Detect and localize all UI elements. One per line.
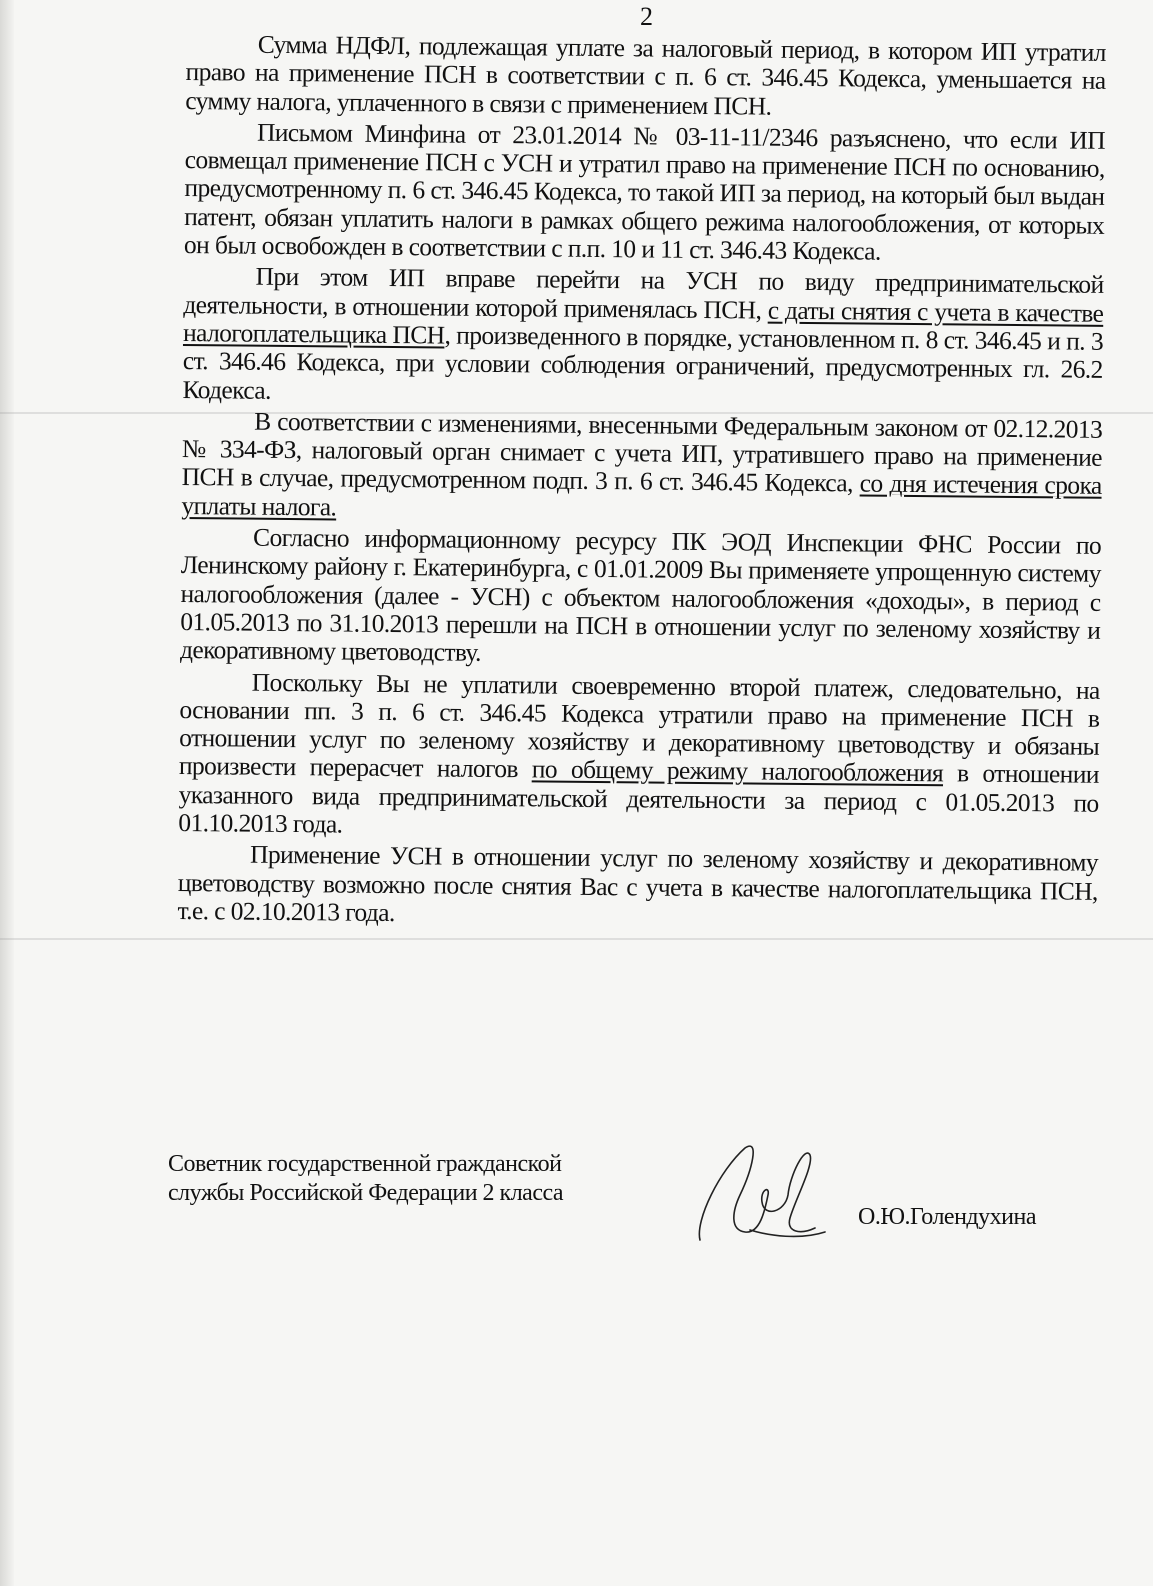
underlined-phrase: с даты снятия с учета в качестве налогоплательщика ПСН bbox=[182, 295, 1104, 350]
paragraph bbox=[182, 262, 1103, 412]
text-run: Применение УСН в отношении услуг по зеленому хозяйству и декоративному цветоводству возможно после снятия Вас с учета в качестве налогоплательщика ПСН, т.е. с 02.10.2013 года. bbox=[177, 839, 1099, 927]
underlined-phrase: по общему режиму налогообложения bbox=[531, 754, 944, 788]
text-run: В соответствии с изменениями, внесенными Федеральным законом от 02.12.2013 № 334-ФЗ, налоговый орган снимает с учета ИП, утратившего право на применение ПСН в случае, предусмотренном подп. 3 п. 6 ст. 346.45 Кодекса, bbox=[181, 406, 1103, 498]
paragraph bbox=[185, 30, 1106, 124]
text-run: Поскольку Вы не уплатили своевременно второй платеж, следовательно, на основании пп. 3 п. 6 ст. 346.45 Кодекса утратили право на применение ПСН в отношении услуг по зеленому хозяйству и декоративному цветоводству и обязаны произвести перерасчет налогов bbox=[178, 667, 1100, 784]
text-run: в отношении указанного вида предпринимательской деятельности за период с 01.05.2013 по 01.10.2013 года. bbox=[178, 758, 1100, 839]
text-run: , произведенного в порядке, установленном п. 8 ст. 346.45 и п. 3 ст. 346.46 Кодекса, при условии соблюдения ограничений, предусмотренных гл. 26.2 Кодекса. bbox=[182, 320, 1104, 405]
fold-line bbox=[0, 938, 1153, 940]
position-line-2: службы Российской Федерации 2 класса bbox=[168, 1180, 564, 1206]
position-line-1: Советник государственной гражданской bbox=[168, 1151, 562, 1177]
handwritten-signature-icon bbox=[690, 1140, 840, 1250]
underlined-phrase: со дня истечения срока уплаты налога. bbox=[181, 468, 1102, 522]
page-number: 2 bbox=[640, 2, 653, 31]
paragraph bbox=[177, 840, 1098, 934]
signature-position bbox=[168, 1150, 563, 1208]
text-run: Согласно информационному ресурсу ПК ЭОД Инспекции ФНС России по Ленинскому району г. Екатеринбурга, с 01.01.2009 Вы применяете упрощенную систему налогообложения (далее - УСН) с объектом налогообложения «доходы», в период с 01.05.2013 по 31.10.2013 перешли на ПСН в отношении услуг по зеленому хозяйству и декоративному цветоводству. bbox=[179, 522, 1102, 668]
paragraph bbox=[180, 523, 1101, 673]
paragraph bbox=[181, 407, 1102, 529]
paragraph bbox=[178, 668, 1100, 847]
paragraph bbox=[184, 118, 1105, 268]
letter-body bbox=[177, 30, 1106, 937]
text-run: Письмом Минфина от 23.01.2014 № 03-11-11/2346 разъяснено, что если ИП совмещал применение ПСН с УСН и утратил право на применение ПСН по основанию, предусмотренному п. 6 ст. 346.45 Кодекса, то такой ИП за период, на который был выдан патент, обязан уплатить налоги в рамках общего режима налогообложения, от которых он был освобожден в соответствии с п.п. 10 и 11 ст. 346.43 Кодекса. bbox=[183, 117, 1106, 266]
signer-name: О.Ю.Голендухина bbox=[858, 1204, 1036, 1230]
text-run: При этом ИП вправе перейти на УСН по виду предпринимательской деятельности, в отношении которой применялась ПСН, bbox=[183, 262, 1104, 325]
text-run: Сумма НДФЛ, подлежащая уплате за налоговый период, в котором ИП утратил право на применение ПСН в соответствии с п. 6 ст. 346.45 Кодекса, уменьшается на сумму налога, уплаченного в связи с применением ПСН. bbox=[185, 29, 1106, 121]
page-edge bbox=[0, 0, 14, 1586]
